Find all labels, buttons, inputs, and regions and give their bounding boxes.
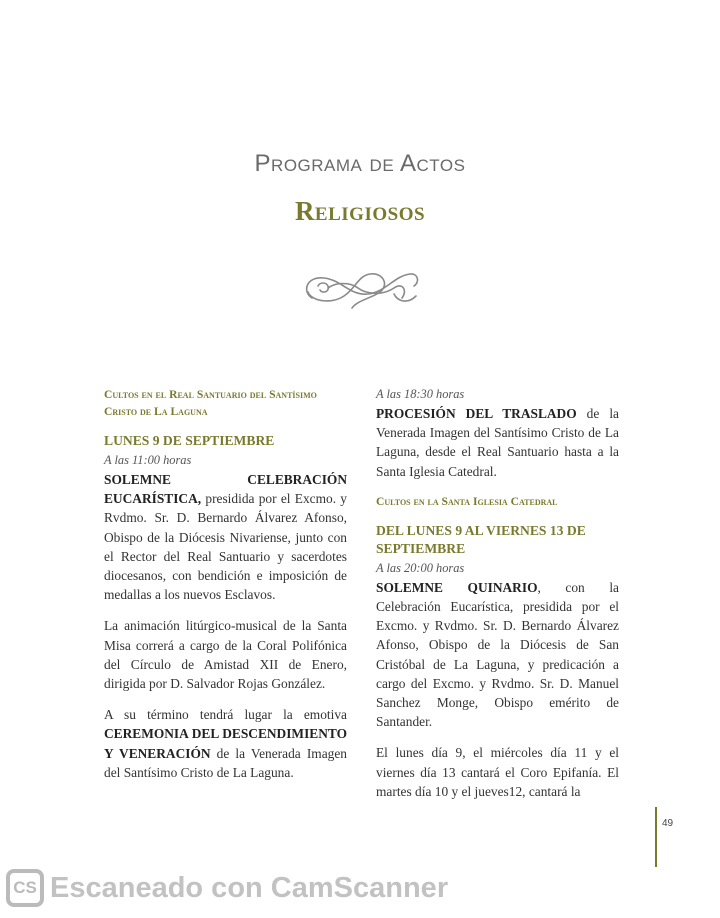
paragraph-celebracion	[104, 470, 347, 604]
paragraph-coros: El lunes día 9, el miércoles día 11 y el viernes día 13 cantará el Coro Epifanía. El martes día 10 y el jueves12, cantará la	[376, 745, 619, 799]
bold-procesion: PROCESIÓN DEL TRASLADO	[376, 406, 577, 421]
text-procesion: de la Venerada Imagen del Santísimo Cristo de La Laguna, desde el Real Santuario hasta a la Santa Iglesia Catedral.	[376, 406, 620, 479]
text-quinario: , con la Celebración Eucarística, presidida por el Excmo. y Rvdmo. Sr. D. Bernardo Álvarez Afonso, Obispo de la Diócesis de San Cristóbal de La Laguna, y predicación a cargo del Excmo. y Rvdmo. Sr. D. Manuel Sanchez Monge, Obispo emérito de Santander.	[376, 579, 619, 730]
bold-quinario: SOLEMNE QUINARIO	[376, 579, 538, 595]
text-celebracion: presidida por el Excmo. y Rvdmo. Sr. D. Bernardo Álvarez Afonso, Obispo de la Diócesis Nivariense, junto con el Rector del Real Santuario y sacerdotes diocesanos, con bendición e imposición de medallas a los nuevos Esclavos.	[104, 491, 347, 603]
left-column	[104, 386, 347, 794]
text-ceremonia-intro: A su término tendrá lugar la emotiva	[104, 707, 347, 723]
paragraph-ceremonia	[104, 705, 347, 782]
paragraph-quinario	[376, 578, 619, 732]
paragraph-procesion	[376, 404, 619, 481]
right-column	[376, 386, 619, 813]
camscanner-logo-icon: CS	[6, 869, 44, 907]
camscanner-watermark	[6, 868, 466, 908]
page-title-line1: Programa de Actos	[254, 150, 466, 177]
day-heading-lunes-9: LUNES 9 DE SEPTIEMBRE	[104, 433, 275, 448]
page-number: 49	[662, 818, 674, 829]
page-title-line2: Religiosos	[294, 196, 426, 226]
paragraph-animacion: La animación litúrgico-musical de la Santa Misa correrá a cargo de la Coral Polifónica del Círculo de Amistad XII de Enero, dirigida por D. Salvador Rojas González.	[104, 618, 347, 692]
flourish-icon	[298, 262, 422, 314]
time-2000: A las 20:00 horas	[376, 560, 465, 575]
time-1830: A las 18:30 horas	[376, 387, 465, 401]
page-number-bar	[655, 807, 657, 867]
section-heading-santuario: Cultos en el Real Santuario del Santísimo Cristo de La Laguna	[104, 388, 317, 418]
section-heading-catedral: Cultos en la Santa Iglesia Catedral	[376, 494, 558, 508]
day-heading-quinario: DEL LUNES 9 AL VIERNES 13 DE SEPTIEMBRE	[376, 522, 586, 556]
text-ceremonia-end: de la Venerada Imagen del Santísimo Cristo de La Laguna.	[104, 745, 347, 780]
bold-ceremonia: CEREMONIA DEL DESCENDIMIENTO Y VENERACIÓN	[104, 726, 347, 761]
time-1100: A las 11:00 horas	[104, 453, 192, 467]
watermark-text: Escaneado con CamScanner	[50, 871, 449, 904]
bold-celebracion: SOLEMNE CELEBRACIÓN EUCARÍSTICA,	[104, 472, 347, 507]
